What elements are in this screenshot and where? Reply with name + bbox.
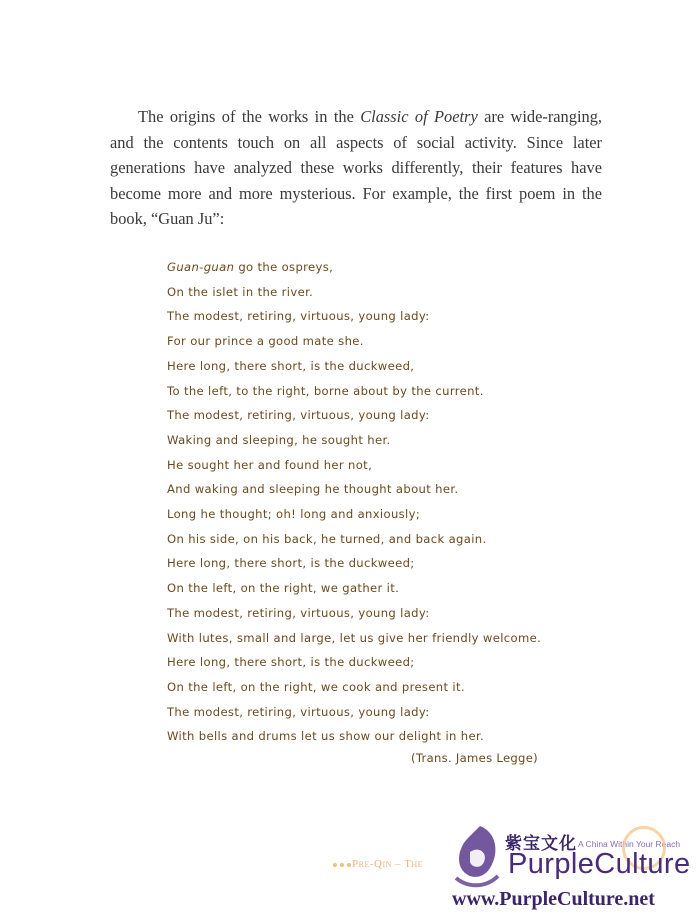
running-footer: Pre-Qin – The <box>352 858 424 870</box>
poem-line: He sought her and found her not, <box>167 457 373 472</box>
intro-paragraph <box>110 104 602 232</box>
poem-line: Here long, there short, is the duckweed, <box>167 358 415 373</box>
poem-line: The modest, retiring, virtuous, young lady: <box>167 408 430 423</box>
watermark-url: www.PurpleCulture.net <box>452 888 655 910</box>
watermark-brand: PurpleCulture <box>508 848 691 880</box>
poem-guan-ju <box>167 255 567 749</box>
poem-line: The modest, retiring, virtuous, young lady: <box>167 309 430 324</box>
watermark-chinese-name: 紫宝文化 <box>505 834 577 854</box>
poem-first-line-rest: go the ospreys, <box>234 260 334 274</box>
footer-dots <box>333 863 351 867</box>
poem-line: Waking and sleeping, he sought her. <box>167 432 391 447</box>
poem-line <box>167 255 567 280</box>
poem-line: For our prince a good mate she. <box>167 334 364 349</box>
poem-line: And waking and sleeping he thought about her. <box>167 482 459 497</box>
poem-line: On the islet in the river. <box>167 284 314 299</box>
poem-line: Here long, there short, is the duckweed; <box>167 655 415 670</box>
poem-line: The modest, retiring, virtuous, young lady: <box>167 704 430 719</box>
intro-text-end: are wide-ranging, and the contents touch on all aspects of social activity. Since later generations have analyzed these works differently, their features have become more and more mysterious. For example, the first poem in the book, “Guan Ju”: <box>110 107 602 228</box>
poem-line: On his side, on his back, he turned, and back again. <box>167 531 487 546</box>
poem-line: Long he thought; oh! long and anxiously; <box>167 507 421 522</box>
poem-line: The modest, retiring, virtuous, young lady: <box>167 605 430 620</box>
poem-line: To the left, to the right, borne about by the current. <box>167 383 484 398</box>
poem-line: On the left, on the right, we gather it. <box>167 581 400 596</box>
book-title: Classic of Poetry <box>360 107 478 126</box>
poem-line: On the left, on the right, we cook and present it. <box>167 679 465 694</box>
translator-credit: (Trans. James Legge) <box>411 751 538 765</box>
poem-first-word: Guan-guan <box>167 260 235 274</box>
watermark-tagline: A China Within Your Reach <box>578 839 681 849</box>
poem-line: With bells and drums let us show our delight in her. <box>167 729 485 744</box>
intro-text-start: The origins of the works in the <box>138 107 361 126</box>
poem-line: With lutes, small and large, let us give her friendly welcome. <box>167 630 542 645</box>
poem-line: Here long, there short, is the duckweed; <box>167 556 415 571</box>
